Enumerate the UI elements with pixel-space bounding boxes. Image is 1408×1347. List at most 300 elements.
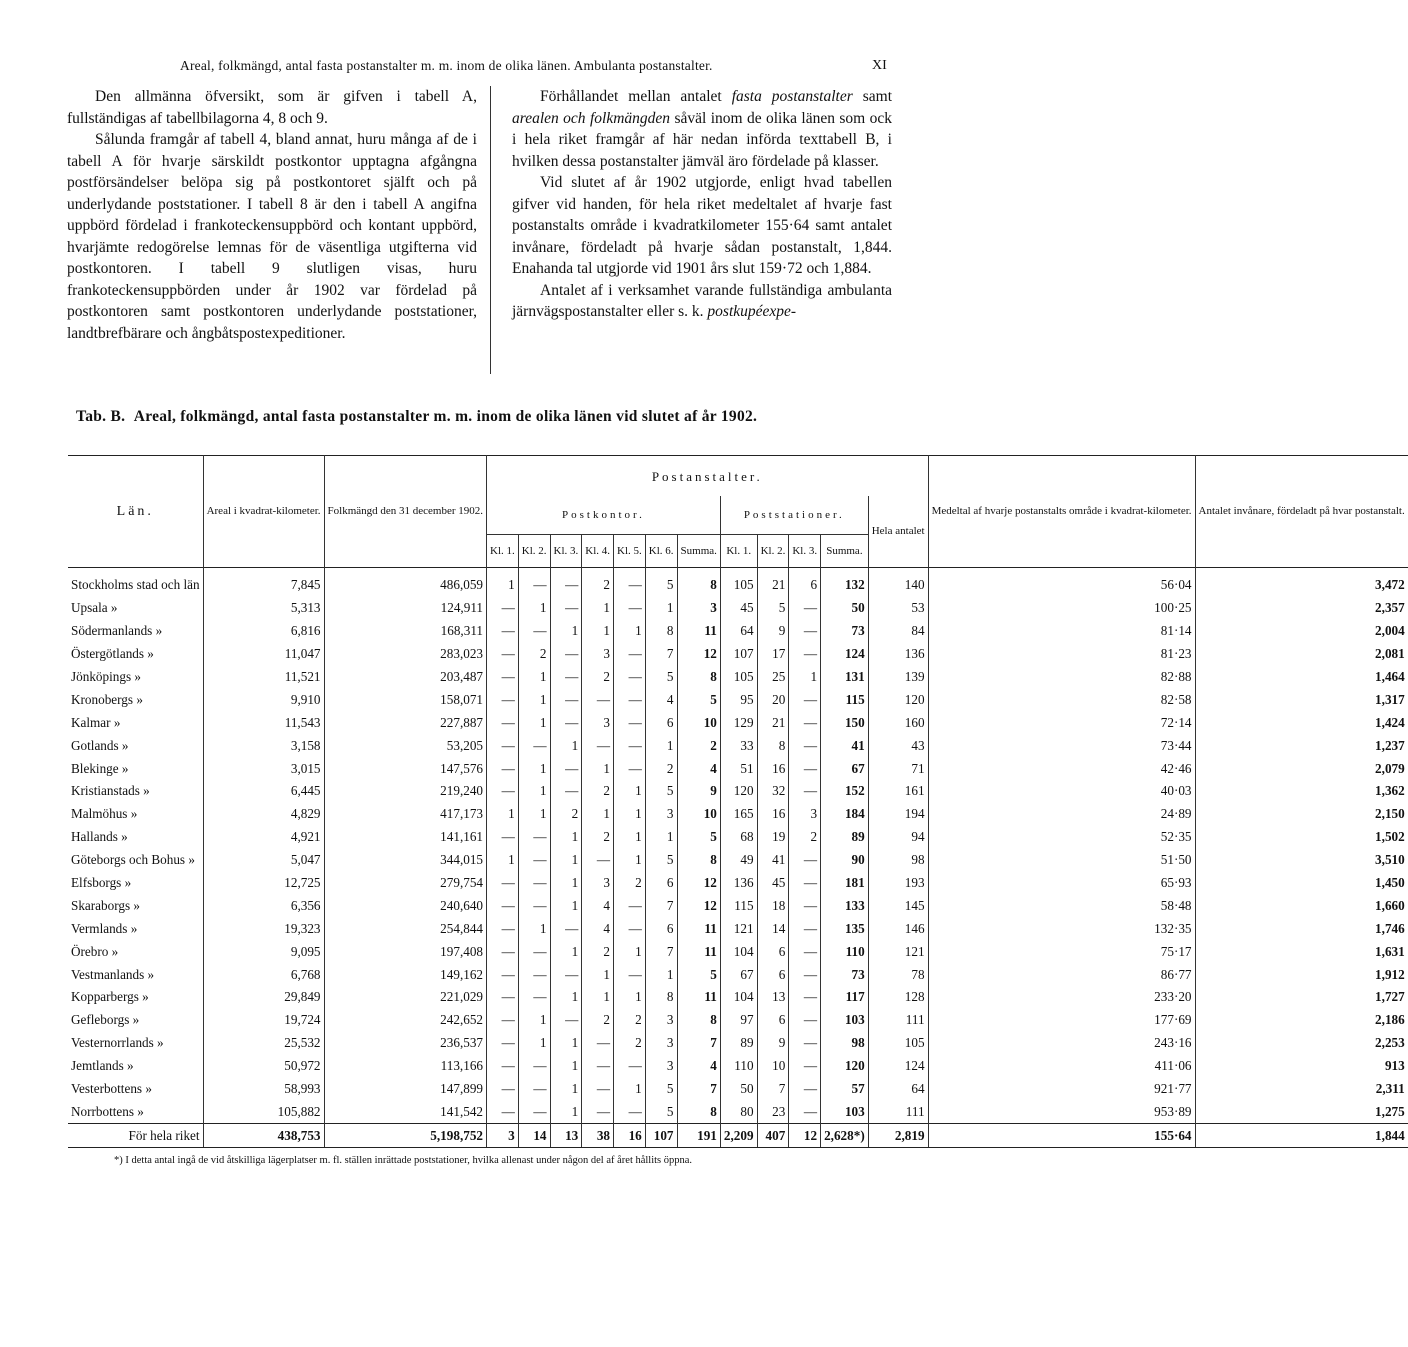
table-cell: 2 (614, 872, 646, 895)
table-cell: 1 (614, 940, 646, 963)
table-cell: 98 (821, 1032, 869, 1055)
table-cell: 1 (582, 986, 614, 1009)
table-cell: 68 (720, 826, 757, 849)
table-cell: 283,023 (324, 643, 487, 666)
table-cell: 45 (757, 872, 789, 895)
table-cell: 1 (550, 620, 582, 643)
table-cell: 12 (677, 643, 720, 666)
table-cell: 7 (677, 1032, 720, 1055)
table-row (68, 1032, 1408, 1055)
table-cell: — (789, 597, 821, 620)
table-cell: 1,746 (1195, 917, 1408, 940)
table-cell: 81·14 (928, 620, 1195, 643)
table-cell: — (614, 734, 646, 757)
col-header-medeltal: Medeltal af hvarje postanstalts område i kvadrat-kilometer. (928, 456, 1195, 568)
table-cell: — (789, 620, 821, 643)
table-cell: — (518, 620, 550, 643)
table-cell: 3,158 (203, 734, 324, 757)
table-cell: 2,079 (1195, 757, 1408, 780)
table-cell: 5 (757, 597, 789, 620)
col-header-hela: Hela antalet (868, 496, 928, 568)
table-cell: 40·03 (928, 780, 1195, 803)
table-cell: 1 (518, 803, 550, 826)
total-cell: 38 (582, 1124, 614, 1148)
table-cell: 8 (645, 986, 677, 1009)
table-cell: 1 (614, 849, 646, 872)
table-cell: 11 (677, 940, 720, 963)
table-cell: — (582, 734, 614, 757)
table-cell: 193 (868, 872, 928, 895)
table-cell: 9 (757, 620, 789, 643)
table-cell: — (550, 568, 582, 597)
table-cell: 2 (582, 780, 614, 803)
table-cell: 103 (821, 1100, 869, 1123)
table-cell: — (518, 734, 550, 757)
row-label: Kristianstads » (71, 783, 150, 799)
table-cell: 6 (757, 963, 789, 986)
row-label: Östergötlands » (71, 646, 154, 662)
table-cell: 1 (518, 597, 550, 620)
table-row (68, 872, 1408, 895)
table-cell: — (518, 849, 550, 872)
table-cell: 9 (677, 780, 720, 803)
table-cell: 913 (1195, 1055, 1408, 1078)
table-cell: 135 (821, 917, 869, 940)
table-cell: 7 (645, 643, 677, 666)
table-cell: 3,510 (1195, 849, 1408, 872)
table-cell: 9,095 (203, 940, 324, 963)
table-cell: 2 (789, 826, 821, 849)
col-header-areal: Areal i kvadrat-kilometer. (203, 456, 324, 568)
table-cell: — (518, 963, 550, 986)
row-label: Kalmar » (71, 714, 121, 730)
table-cell: 1 (645, 963, 677, 986)
table-cell: — (518, 568, 550, 597)
table-cell: 158,071 (324, 688, 487, 711)
table-cell: 184 (821, 803, 869, 826)
table-cell: 7 (677, 1078, 720, 1101)
paragraph: Förhållandet mellan antalet fasta postanstalter samt arealen och folkmängden såväl inom de olika länen som ock i hela riket framgår af här nedan införda texttabell B, i hvilken dessa postanstalter jämväl äro fördelade på klasser. (512, 88, 892, 170)
table-cell: 1,464 (1195, 666, 1408, 689)
table-cell: 2,150 (1195, 803, 1408, 826)
table-cell: 11 (677, 620, 720, 643)
table-cell: 3,015 (203, 757, 324, 780)
table-cell: 14 (757, 917, 789, 940)
table-cell: 219,240 (324, 780, 487, 803)
table-cell: 1 (614, 780, 646, 803)
table-cell: 2,004 (1195, 620, 1408, 643)
table-row (68, 688, 1408, 711)
table-cell: — (518, 826, 550, 849)
table-cell: 1 (518, 917, 550, 940)
row-label: Blekinge » (71, 760, 129, 776)
table-cell: 417,173 (324, 803, 487, 826)
table-cell: — (582, 688, 614, 711)
table-cell: 53 (868, 597, 928, 620)
table-cell: — (487, 1055, 519, 1078)
table-cell: 1 (582, 803, 614, 826)
table-cell: 3 (645, 803, 677, 826)
table-cell: 1 (582, 597, 614, 620)
table-cell: 16 (757, 803, 789, 826)
table-cell: 23 (757, 1100, 789, 1123)
table-cell: 1 (550, 1055, 582, 1078)
table-cell: — (789, 849, 821, 872)
table-cell: 8 (645, 620, 677, 643)
table-cell: 1 (550, 826, 582, 849)
table-cell: 43 (868, 734, 928, 757)
table-cell: 71 (868, 757, 928, 780)
col-header-ps-kl1: Kl. 1. (720, 535, 757, 568)
table-cell: 1 (614, 620, 646, 643)
table-cell: 3 (582, 872, 614, 895)
table-cell: 120 (821, 1055, 869, 1078)
table-cell: — (789, 1078, 821, 1101)
table-cell: 82·58 (928, 688, 1195, 711)
table-cell: 147,899 (324, 1078, 487, 1101)
table-row (68, 849, 1408, 872)
table-cell: 3 (677, 597, 720, 620)
table-cell: 2,186 (1195, 1009, 1408, 1032)
table-cell: 21 (757, 568, 789, 597)
table-cell: 1 (550, 734, 582, 757)
table-row (68, 643, 1408, 666)
table-cell: 1 (582, 963, 614, 986)
total-cell: 13 (550, 1124, 582, 1148)
table-cell: 95 (720, 688, 757, 711)
table-cell: 145 (868, 894, 928, 917)
table-row (68, 917, 1408, 940)
table-cell: 42·46 (928, 757, 1195, 780)
row-label: Vesternorrlands » (71, 1035, 164, 1051)
table-cell: 2,311 (1195, 1078, 1408, 1101)
table-cell: — (582, 1055, 614, 1078)
table-cell: 11,543 (203, 711, 324, 734)
table-cell: 132 (821, 568, 869, 597)
table-cell: 98 (868, 849, 928, 872)
table-cell: 81·23 (928, 643, 1195, 666)
table-cell: — (518, 872, 550, 895)
table-cell: 1 (518, 1032, 550, 1055)
table-cell: 90 (821, 849, 869, 872)
table-cell: 11,047 (203, 643, 324, 666)
table-cell: — (518, 894, 550, 917)
table-cell: 161 (868, 780, 928, 803)
table-cell: 1 (582, 757, 614, 780)
table-cell: 19,323 (203, 917, 324, 940)
table-cell: 141,542 (324, 1100, 487, 1123)
total-row (68, 1124, 1408, 1148)
table-cell: 1 (487, 849, 519, 872)
table-cell: 67 (720, 963, 757, 986)
table-cell: — (487, 711, 519, 734)
table-cell: 1 (550, 1032, 582, 1055)
table-cell: 9,910 (203, 688, 324, 711)
table-cell: 7 (645, 940, 677, 963)
total-cell: 5,198,752 (324, 1124, 487, 1148)
table-cell: — (487, 643, 519, 666)
row-label: Vestmanlands » (71, 966, 155, 982)
table-cell: 4 (645, 688, 677, 711)
total-label: För hela riket (68, 1124, 203, 1148)
table-cell: 132·35 (928, 917, 1195, 940)
row-label: Kronobergs » (71, 691, 143, 707)
table-cell: — (550, 780, 582, 803)
table-cell: 2 (582, 666, 614, 689)
col-header-folkmangd: Folkmängd den 31 december 1902. (324, 456, 487, 568)
table-cell: 67 (821, 757, 869, 780)
table-cell: 5 (645, 780, 677, 803)
table-cell: 1 (518, 666, 550, 689)
table-cell: 124,911 (324, 597, 487, 620)
table-cell: 25 (757, 666, 789, 689)
table-cell: 110 (821, 940, 869, 963)
table-cell: — (789, 780, 821, 803)
table-cell: — (614, 1055, 646, 1078)
table-cell: 12 (677, 872, 720, 895)
row-label: Upsala » (71, 600, 118, 616)
table-cell: 243·16 (928, 1032, 1195, 1055)
table-cell: 203,487 (324, 666, 487, 689)
table-cell: 57 (821, 1078, 869, 1101)
table-cell: 240,640 (324, 894, 487, 917)
table-cell: 6 (645, 917, 677, 940)
table-cell: 5 (645, 666, 677, 689)
table-cell: 7 (757, 1078, 789, 1101)
table-cell: 181 (821, 872, 869, 895)
table-cell: 18 (757, 894, 789, 917)
table-row (68, 568, 1408, 597)
table-cell: 10 (677, 803, 720, 826)
table-cell: 5 (677, 963, 720, 986)
table-cell: 7 (645, 894, 677, 917)
col-header-postkontor: Postkontor. (487, 496, 721, 535)
table-cell: 84 (868, 620, 928, 643)
table-cell: 1 (614, 826, 646, 849)
table-cell: 236,537 (324, 1032, 487, 1055)
total-cell: 2,209 (720, 1124, 757, 1148)
table-cell: 139 (868, 666, 928, 689)
table-cell: 150 (821, 711, 869, 734)
table-cell: 129 (720, 711, 757, 734)
table-cell: 29,849 (203, 986, 324, 1009)
table-cell: 136 (868, 643, 928, 666)
table-cell: 8 (757, 734, 789, 757)
table-cell: 1 (550, 894, 582, 917)
table-cell: 1 (550, 1078, 582, 1101)
table-cell: 1,317 (1195, 688, 1408, 711)
table-row (68, 711, 1408, 734)
table-cell: 136 (720, 872, 757, 895)
table-cell: 1 (550, 940, 582, 963)
paragraph: Vid slutet af år 1902 utgjorde, enligt hvad tabellen gifver vid handen, för hela riket medeltalet af hvarje fast postanstalts område i kvadratkilometer 155·64 samt antalet invånare, fördeladt på hvarje sådan postanstalt, 1,844. Enahanda tal utgjorde vid 1901 års slut 159·72 och 1,884. (512, 174, 892, 277)
table-cell: 64 (720, 620, 757, 643)
table-cell: 50 (821, 597, 869, 620)
table-cell: 4,829 (203, 803, 324, 826)
table-cell: 133 (821, 894, 869, 917)
table-row (68, 803, 1408, 826)
table-cell: 1 (518, 780, 550, 803)
row-label: Göteborgs och Bohus » (71, 852, 195, 868)
table-cell: — (487, 1078, 519, 1101)
table-cell: 4 (582, 894, 614, 917)
table-cell: 3,472 (1195, 568, 1408, 597)
table-row (68, 780, 1408, 803)
table-cell: — (550, 688, 582, 711)
table-cell: 65·93 (928, 872, 1195, 895)
table-cell: 128 (868, 986, 928, 1009)
table-cell: 25,532 (203, 1032, 324, 1055)
left-text-column (67, 86, 477, 344)
table-cell: 1 (614, 803, 646, 826)
table-cell: 194 (868, 803, 928, 826)
table-cell: — (487, 917, 519, 940)
table-cell: 2,081 (1195, 643, 1408, 666)
table-cell: 50 (720, 1078, 757, 1101)
table-cell: 89 (720, 1032, 757, 1055)
table-cell: 53,205 (324, 734, 487, 757)
table-cell: 8 (677, 1100, 720, 1123)
table-cell: 20 (757, 688, 789, 711)
table-cell: — (487, 1100, 519, 1123)
table-cell: 120 (720, 780, 757, 803)
table-cell: 165 (720, 803, 757, 826)
table-cell: 6 (645, 711, 677, 734)
table-cell: 41 (821, 734, 869, 757)
table-cell: 6,445 (203, 780, 324, 803)
table-cell: 6 (789, 568, 821, 597)
table-cell: — (487, 688, 519, 711)
table-cell: 233·20 (928, 986, 1195, 1009)
table-cell: 921·77 (928, 1078, 1195, 1101)
table-cell: — (550, 643, 582, 666)
table-cell: 51·50 (928, 849, 1195, 872)
table-row (68, 1009, 1408, 1032)
table-cell: 8 (677, 1009, 720, 1032)
table-cell: 2 (582, 826, 614, 849)
table-cell: 177·69 (928, 1009, 1195, 1032)
table-cell: 3 (645, 1009, 677, 1032)
table-cell: — (582, 1100, 614, 1123)
table-cell: 1 (645, 826, 677, 849)
table-cell: 1,502 (1195, 826, 1408, 849)
table-cell: 4 (677, 1055, 720, 1078)
table-cell: 1 (518, 688, 550, 711)
table-cell: — (614, 597, 646, 620)
total-cell: 191 (677, 1124, 720, 1148)
table-cell: 103 (821, 1009, 869, 1032)
table-cell: 1 (487, 568, 519, 597)
table-cell: 197,408 (324, 940, 487, 963)
table-cell: 1 (487, 803, 519, 826)
table-cell: 110 (720, 1055, 757, 1078)
table-cell: — (550, 917, 582, 940)
table-cell: 49 (720, 849, 757, 872)
total-cell: 16 (614, 1124, 646, 1148)
table-cell: 16 (757, 757, 789, 780)
table-cell: 5 (645, 1078, 677, 1101)
table-cell: 8 (677, 568, 720, 597)
table-cell: 17 (757, 643, 789, 666)
table-cell: 2,357 (1195, 597, 1408, 620)
table-cell: 11,521 (203, 666, 324, 689)
table-cell: 8 (677, 666, 720, 689)
table-cell: — (518, 1055, 550, 1078)
table-cell: — (614, 688, 646, 711)
table-cell: 5 (677, 826, 720, 849)
table-cell: 1 (582, 620, 614, 643)
total-cell: 3 (487, 1124, 519, 1148)
table-cell: 124 (868, 1055, 928, 1078)
table-cell: 10 (677, 711, 720, 734)
running-header: Areal, folkmängd, antal fasta postanstalter m. m. inom de olika länen. Ambulanta postanstalter. (180, 58, 713, 73)
table-cell: 58,993 (203, 1078, 324, 1101)
table-cell: — (582, 849, 614, 872)
table-cell: 7,845 (203, 568, 324, 597)
paragraph: Sålunda framgår af tabell 4, bland annat, huru många af de i tabell A för hvarje särskildt postkontor upptagna afgångna postförsändelser belöpa sig på postkontoret själft och på underlydande poststationer. I tabell 8 är den i tabell A angifna uppbörd fördelad i frankoteckensuppbörd och kontant uppbörd, hvarjämte redogörelse lemnas för de väsentliga utgifterna vid postkontoren. I tabell 9 slutligen visas, huru frankoteckensuppbörden under år 1902 var fördelad på postkontoren samt postkontoren underlydande poststationer, landtbrefbärare och ångbåtspostexpeditioner. (67, 131, 477, 342)
table-cell: 3 (789, 803, 821, 826)
total-cell: 107 (645, 1124, 677, 1148)
table-cell: — (789, 757, 821, 780)
table-cell: — (582, 1032, 614, 1055)
table-cell: 2 (677, 734, 720, 757)
table-cell: — (789, 963, 821, 986)
paragraph: Den allmänna öfversikt, som är gifven i tabell A, fullständigas af tabellbilagorna 4, 8 och 9. (67, 88, 477, 127)
table-cell: — (614, 757, 646, 780)
table-cell: 51 (720, 757, 757, 780)
table-cell: 73 (821, 963, 869, 986)
table-cell: — (550, 757, 582, 780)
table-cell: 5 (645, 568, 677, 597)
row-label: Gotlands » (71, 737, 129, 753)
table-cell: 1 (550, 849, 582, 872)
table-cell: — (487, 757, 519, 780)
table-cell: — (487, 734, 519, 757)
col-header-poststationer: Poststationer. (720, 496, 868, 535)
table-cell: — (487, 1032, 519, 1055)
table-cell: 45 (720, 597, 757, 620)
table-row (68, 894, 1408, 917)
table-cell: 3 (645, 1032, 677, 1055)
table-cell: 5,047 (203, 849, 324, 872)
total-cell: 407 (757, 1124, 789, 1148)
table-cell: 13 (757, 986, 789, 1009)
table-cell: 1,450 (1195, 872, 1408, 895)
table-cell: 12 (677, 894, 720, 917)
col-header-kl3: Kl. 3. (550, 535, 582, 568)
table-cell: — (550, 711, 582, 734)
table-cell: — (789, 1055, 821, 1078)
table-cell: 121 (868, 940, 928, 963)
table-cell: 242,652 (324, 1009, 487, 1032)
data-table (68, 455, 1408, 1148)
table-cell: 8 (677, 849, 720, 872)
table-cell: 1,275 (1195, 1100, 1408, 1123)
table-cell: — (550, 1009, 582, 1032)
table-cell: — (614, 711, 646, 734)
row-label: Vesterbottens » (71, 1081, 152, 1097)
table-cell: 2 (614, 1009, 646, 1032)
table-cell: 1 (645, 734, 677, 757)
table-cell: 1 (614, 1078, 646, 1101)
table-cell: 78 (868, 963, 928, 986)
table-cell: 97 (720, 1009, 757, 1032)
col-header-postanstalter: Postanstalter. (487, 456, 929, 497)
table-cell: — (789, 711, 821, 734)
table-cell: 1,727 (1195, 986, 1408, 1009)
col-header-ps-kl3: Kl. 3. (789, 535, 821, 568)
table-cell: 1 (550, 1100, 582, 1123)
